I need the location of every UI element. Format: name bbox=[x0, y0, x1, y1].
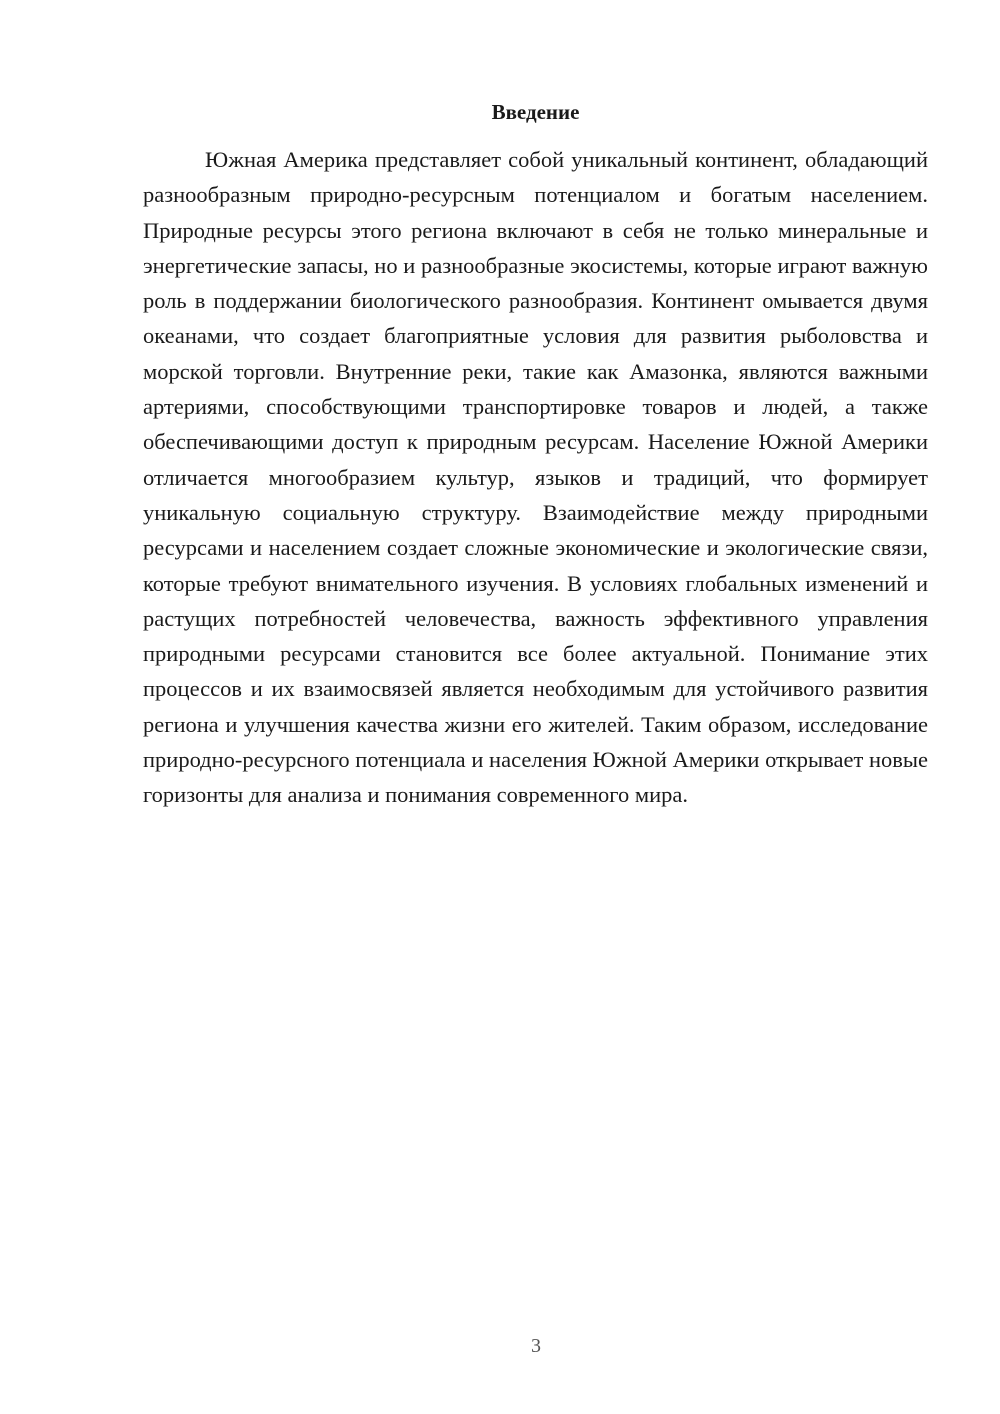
intro-paragraph: Южная Америка представляет собой уникальный континент, обладающий разнообразным природно-ресурсным потенциалом и богатым населением. Природные ресурсы этого региона включают в себя не только минеральные и энергетические запасы, но и разнообразные экосистемы, которые играют важную роль в поддержании биологического разнообразия. Континент омывается двумя океанами, что создает благоприятные условия для развития рыболовства и морской торговли. Внутренние реки, такие как Амазонка, являются важными артериями, способствующими транспортировке товаров и людей, а также обеспечивающими доступ к природным ресурсам. Население Южной Америки отличается многообразием культур, языков и традиций, что формирует уникальную социальную структуру. Взаимодействие между природными ресурсами и населением создает сложные экономические и экологические связи, которые требуют внимательного изучения. В условиях глобальных изменений и растущих потребностей человечества, важность эффективного управления природными ресурсами становится все более актуальной. Понимание этих процессов и их взаимосвязей является необходимым для устойчивого развития региона и улучшения качества жизни его жителей. Таким образом, исследование природно-ресурсного потенциала и населения Южной Америки открывает новые горизонты для анализа и понимания современного мира. bbox=[143, 147, 928, 808]
page-number: 3 bbox=[531, 1335, 541, 1357]
section-title: Введение bbox=[491, 100, 580, 124]
